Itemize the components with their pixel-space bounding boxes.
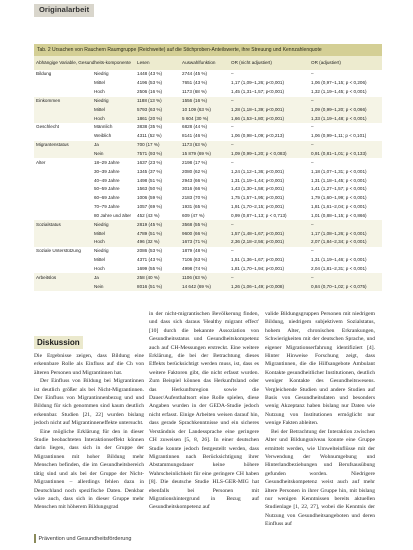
table-cell-adj: 1,81 (1,61–2,04; p < 0,001)	[311, 204, 367, 210]
table-cell-label: Geschlecht	[36, 124, 59, 130]
table-cell-aw: 2744 (45 %)	[182, 71, 208, 77]
table-cell-or: 1,31 (1,19–1,44; p<0,001)	[231, 177, 285, 183]
table-cell-cat: Hoch	[94, 89, 105, 95]
table-cell-or: 1,17 (1,09–1,26; p<0,001)	[231, 80, 285, 86]
table-cell-adj: 1,18 (1,07–1,31; p < 0,001)	[311, 168, 367, 174]
table-cell-n: 1188 (13 %)	[135, 97, 180, 106]
table-cell-aw: 10 109 (63 %)	[180, 105, 229, 114]
table-cell-or: –	[231, 71, 234, 77]
table-cell-adj: 0,84 (0,70–1,02; p < 0,075)	[309, 282, 382, 291]
table-cell-or: –	[229, 97, 309, 106]
table-cell-label	[34, 229, 92, 238]
table-cell-cat: Mittel	[94, 257, 105, 263]
table-row	[34, 176, 382, 185]
table-row	[34, 238, 382, 247]
table-cell-n: 1498 (51 %)	[137, 177, 163, 183]
table-cell-or: –	[231, 124, 234, 130]
table-cell-adj: 1,06 (0,97–1,15; p < 0,206)	[311, 80, 367, 86]
table-cell-or: –	[231, 248, 234, 254]
table-cell-aw: 1931 (65 %)	[182, 204, 208, 210]
table-cell-n: 1345 (37 %)	[137, 168, 163, 174]
table-cell-or: 1,66 (1,53–1,80; p<0,001)	[229, 114, 309, 123]
table-cell-cat: 30–39 Jahre	[94, 168, 120, 174]
table-cell-adj: 1,31 (1,18–1,45; p < 0,001)	[311, 177, 367, 183]
table-cell-aw: 15 879 (69 %)	[180, 150, 229, 159]
table-cell-aw: 2080 (62 %)	[182, 168, 208, 174]
table-cell-adj: –	[309, 273, 382, 282]
results-table	[34, 56, 382, 291]
body-paragraph: valide Bildungsgruppen Personen mit niedrigem Bildung, niedrigem subjektivem Sozialstatus, hohem Alter, chronischen Erkrankungen, Schwierigkeiten mit der deutschen Sprache, und eigener Migrationserfahrung identifiziert [4]. Hinter Hinweise Forschung zeigt, dass Migrantinnen, die die Hilfsangebote Ambulant Kontakte gesundheitlicher Institutionen, deutlich weniger Kontakte des Gesundheitswesens. Vergleichende Studien und andere Studien auf Basis von Gesundheitsdaten und besonders wenig Akzeptanz haben bislang nur Daten wie Nutzung von Institutionen ermöglicht nur wenige Fakten ableiten.	[265, 311, 375, 427]
discussion-heading: Diskussion	[34, 336, 83, 349]
table-cell-aw: 5 604 (30 %)	[180, 114, 229, 123]
table-cell-adj: 1,09 (0,99–1,20; p < 0,066)	[309, 105, 382, 114]
table-cell-adj: –	[309, 141, 382, 150]
footer-rule	[34, 534, 36, 543]
table-row	[34, 70, 382, 79]
table-cell-or: 1,24 (1,12–1,36; p<0,001)	[231, 168, 285, 174]
table-cell-aw: 9600 (66 %)	[180, 229, 229, 238]
table-cell-cat: Mittel	[92, 229, 135, 238]
table-cell-cat: Nein	[92, 282, 135, 291]
table-row	[34, 79, 382, 88]
table-cell-adj: –	[309, 220, 382, 229]
table-cell-or: –	[229, 141, 309, 150]
table-cell-label	[34, 203, 92, 212]
table-cell-label: Alter	[36, 159, 46, 165]
table-cell-label	[34, 185, 92, 194]
table-cell-label	[34, 282, 92, 291]
table-cell-or: –	[231, 159, 234, 165]
table-row	[34, 167, 382, 176]
table-cell-aw: 2198 (17 %)	[182, 159, 208, 165]
table-cell-n: 4371 (43 %)	[137, 257, 163, 263]
table-cell-n: 4789 (51 %)	[135, 229, 180, 238]
table-row	[34, 265, 382, 274]
body-paragraph: Bei der Betrachtung der Interaktion zwischen Alter und Bildungsniveau konnte eine Gruppe ermittelt werden, wie Umwelteinflüsse mit der Verwendung der Wohnumgebung und Hinterlandbeziehungen und Berufsausübung gefunden worden. Niedrigere Gesundheitskompetenz weist auch auf mehr ältere Personen in ihrer Gruppe hin, mit bislang nur wenigen Kenntnissen bereits aktuellen Studienlage [1, 22, 27], wobei die Kenntnis der Nutzung von Gesundheitsangeboten und deren Einfluss auf	[265, 428, 375, 528]
table-cell-cat: Hoch	[92, 114, 135, 123]
table-cell-label	[34, 132, 92, 141]
header-cell-variable: Abhängige Variable, Gesundheits-komponente	[34, 56, 135, 70]
table-cell-label	[34, 114, 92, 123]
table-cell-label	[34, 238, 92, 247]
table-cell-aw: 4998 (74 %)	[182, 265, 208, 271]
table-cell-cat: Ja	[92, 273, 135, 282]
text-column-1	[34, 352, 144, 512]
table-cell-aw: 1173 (68 %)	[182, 89, 207, 95]
table-cell-cat: 40–49 Jahre	[94, 177, 120, 183]
table-cell-label: Einkommen	[34, 97, 92, 106]
header-cell-or-unadjusted: OR (nicht adjustiert)	[229, 56, 309, 70]
table-cell-adj: 1,17 (1,08–1,26; p < 0,001)	[309, 229, 382, 238]
table-cell-n: 3838 (35 %)	[137, 124, 163, 130]
table-cell-n: 1563 (50 %)	[137, 186, 163, 192]
section-label: Originalarbeit	[34, 4, 94, 17]
table-cell-aw: 3016 (66 %)	[182, 186, 208, 192]
table-cell-label	[34, 212, 92, 221]
text-column-3	[265, 310, 375, 529]
table-row	[34, 114, 382, 123]
table-body	[34, 70, 382, 291]
table-cell-n: 2086 (53 %)	[137, 248, 163, 254]
page-footer	[34, 534, 131, 543]
table-cell-adj: 1,01 (0,88–1,15; p < 0,866)	[311, 212, 367, 218]
table-cell-n: 258 (40 %)	[135, 273, 180, 282]
table-cell-cat: Niedrig	[94, 71, 109, 77]
table-cell-label: Sozialstatus	[34, 220, 92, 229]
table-row	[34, 158, 382, 167]
table-row	[34, 194, 382, 203]
table-cell-label	[34, 150, 92, 159]
table-cell-cat: Niedrig	[92, 220, 135, 229]
body-paragraph: in der nicht-migrantischen Bevölkerung finden, und dass sich daraus 'Healthy migrant effect' [10] durch die bekannte Assoziation von Gesundheitsstatus und Gesundheitskompetenz auch auf CH-Messungen erstreckt. Eine weitere Erklärung, die bei der Betrachtung dieses Effekts berücksichtigt werden muss, ist, dass es weitere Faktoren gibt, die nicht erfasst wurden. Zum Beispiel können das Herkunftsland oder das Herkunftsregion sowie die Dauer/Aufenthaltsort eine Rolle spielen, diese Angaben wurden in der GEDA-Studie jedoch nicht erfasst. Einige Arbeiten weisen darauf hin, dass gerade Sprachkenntnisse und ein sicheres Verständnis der Landessprache eine geringere CH zuweisen [5, 8, 26]. In einer deutschen Studie konnte jedoch festgestellt werden, dass Migrantinnen nach Berücksichtigung ihrer Abstammungsdauer keine höhere Wahrscheinlichkeit für eine geringere CH haben [8]. Die deutsche Studie HLS-GER-MIG hat ebenfalls bei Personen mit Migrationshintergrund in Bezug auf Gesundheitskompetenz auf	[149, 311, 259, 511]
table-row	[34, 282, 382, 291]
table-cell-label: Migrantenstatus	[34, 141, 92, 150]
table-cell-adj: –	[309, 97, 382, 106]
table-row	[34, 247, 382, 256]
table-cell-aw: 1673 (71 %)	[180, 238, 229, 247]
table-cell-or: 1,09 (0,99–1,20; p < 0,083)	[229, 150, 309, 159]
text-column-2	[149, 310, 259, 512]
table-cell-adj: 1,41 (1,27–1,57; p < 0,001)	[311, 186, 367, 192]
table-cell-label	[34, 79, 92, 88]
table-row	[34, 185, 382, 194]
table-cell-or: 2,36 (2,18–2,56; p<0,001)	[229, 238, 309, 247]
table-cell-cat: Männlich	[94, 124, 113, 130]
table-caption: Tab. 2 Ursachen von Rauchern Raumgruppe (Reichweite) auf die Stichproben-Anteilswerte, ihre Streuung und Kennzahlenquote	[34, 44, 382, 56]
table-cell-adj: 2,07 (1,84–2,34; p < 0,001)	[309, 238, 382, 247]
table-cell-aw: 609 (47 %)	[182, 212, 205, 218]
table-cell-n: 4311 (52 %)	[137, 133, 162, 139]
table-cell-cat: Niedrig	[92, 97, 135, 106]
table-cell-n: 1057 (69 %)	[137, 204, 163, 210]
table-row	[34, 150, 382, 159]
table-cell-n: 496 (32 %)	[135, 238, 180, 247]
header-cell-lesen: Lesen	[135, 56, 180, 70]
table-cell-aw: 7651 (43 %)	[182, 80, 208, 86]
table-cell-cat: Ja	[92, 141, 135, 150]
body-paragraph: Der Einfluss von Bildung bei Migrantinnen ist deutlich größer als bei Nicht-Migrantinnen. Der Einfluss von Migrantinnenbezug und und Bildung für sich genommen sind kaum deutlich erkennbar. Studien [21, 22] wurden bislang jedoch nicht auf Migrantinneneffekte untersucht.	[34, 378, 144, 427]
table-cell-n: 5793 (63 %)	[135, 105, 180, 114]
table-cell-adj: –	[311, 124, 314, 130]
table-cell-or: 1,91 (1,70–2,15; p<0,001)	[231, 204, 285, 210]
table-row	[34, 88, 382, 97]
table-cell-adj: 1,32 (1,19–1,45; p < 0,001)	[311, 89, 367, 95]
table-cell-cat: Niedrig	[94, 248, 109, 254]
table-cell-n: 700 (17 %)	[135, 141, 180, 150]
journal-title: Prävention und Gesundheitsförderung	[38, 535, 132, 542]
table-cell-n: 8016 (51 %)	[135, 282, 180, 291]
table-cell-adj: 1,33 (1,19–1,48; p < 0,001)	[309, 114, 382, 123]
table-cell-cat: 60–69 Jahre	[94, 195, 120, 201]
table-cell-label	[34, 88, 92, 97]
table-cell-adj: –	[311, 248, 314, 254]
table-cell-label	[34, 194, 92, 203]
table-cell-n: 452 (43 %)	[137, 212, 160, 218]
table-cell-aw: 14 642 (69 %)	[180, 282, 229, 291]
table-cell-or: 1,06 (0,98–1,09; p<0,213)	[231, 133, 285, 139]
table-cell-or: 1,26 (1,06–1,49; p<0,008)	[229, 282, 309, 291]
table-cell-aw: 1173 (63 %)	[180, 141, 229, 150]
table-cell-cat: Hoch	[94, 265, 105, 271]
table-cell-label	[34, 176, 92, 185]
table-cell-adj: 2,04 (1,81–2,31; p < 0,001)	[311, 265, 367, 271]
table-cell-aw: 1879 (48 %)	[182, 248, 208, 254]
table-cell-cat: Weiblich	[94, 133, 112, 139]
table-cell-or: 1,75 (1,57–1,95; p<0,001)	[231, 195, 285, 201]
table-cell-cat: Mittel	[94, 80, 105, 86]
header-cell-auswahl: Auswahlfunktion	[180, 56, 229, 70]
table-row	[34, 220, 382, 229]
table-row	[34, 97, 382, 106]
table-cell-aw: 8141 (46 %)	[182, 133, 208, 139]
table-cell-or: –	[229, 273, 309, 282]
table-cell-n: 1637 (23 %)	[137, 159, 163, 165]
table-cell-n: 2506 (16 %)	[137, 89, 163, 95]
table-row	[34, 132, 382, 141]
table-row	[34, 105, 382, 114]
table-cell-cat: Mittel	[92, 105, 135, 114]
table-cell-adj: –	[311, 159, 314, 165]
table-cell-label: Soziale Unterstützung	[36, 248, 81, 254]
table-row	[34, 212, 382, 221]
table-cell-n: 4196 (53 %)	[137, 80, 163, 86]
table-cell-or: 1,51 (1,36–1,67; p<0,001)	[231, 257, 285, 263]
table-cell-cat: 80 Jahre und älter	[94, 212, 132, 218]
table-cell-aw: 7106 (63 %)	[182, 257, 208, 263]
table-row	[34, 256, 382, 265]
table-cell-adj: 1,79 (1,60–1,99; p < 0,001)	[311, 195, 367, 201]
table-cell-or: 1,28 (1,18–1,39; p<0,001)	[229, 105, 309, 114]
table-cell-or: 1,57 (1,48–1,67; p<0,001)	[229, 229, 309, 238]
table-cell-cat: 70–79 Jahre	[94, 204, 120, 210]
body-paragraph: Die Ergebnisse zeigen, dass Bildung eine erkennbare Rolle als Einfluss auf die Ch von älteren Personen und Migrantinnen hat.	[34, 353, 144, 376]
table-cell-adj: 1,06 (0,99–1,11; p < 0,101)	[311, 133, 367, 139]
table-cell-aw: 2943 (66 %)	[182, 177, 208, 183]
table-cell-aw: 1556 (16 %)	[180, 97, 229, 106]
table-cell-aw: 1106 (63 %)	[180, 273, 229, 282]
table-cell-n: 2819 (45 %)	[135, 220, 180, 229]
table-cell-n: 7571 (93 %)	[135, 150, 180, 159]
table-row	[34, 229, 382, 238]
table-cell-cat: 18–29 Jahre	[94, 159, 120, 165]
table-cell-cat: Hoch	[92, 238, 135, 247]
table-cell-adj: 1,31 (1,19–1,46; p < 0,001)	[311, 257, 367, 263]
table-cell-or: 1,45 (1,31–1,57; p<0,001)	[231, 89, 285, 95]
table-row	[34, 141, 382, 150]
table-cell-cat: 50–59 Jahre	[94, 186, 120, 192]
table-cell-aw: 6828 (44 %)	[182, 124, 208, 130]
table-cell-or: 0,99 (0,87–1,13; p < 0,713)	[231, 212, 287, 218]
table-cell-or: 1,81 (1,70–1,94; p<0,001)	[231, 265, 285, 271]
table-header-row	[34, 56, 382, 70]
page-header	[0, 0, 413, 20]
table-cell-n: 1861 (20 %)	[135, 114, 180, 123]
table-cell-aw: 3568 (55 %)	[180, 220, 229, 229]
table-cell-adj: 0,91 (0,81–1,01; p < 0,133)	[309, 150, 382, 159]
table-cell-cat: Nein	[92, 150, 135, 159]
table-row	[34, 273, 382, 282]
table-cell-label	[34, 256, 92, 265]
table-cell-adj: –	[311, 71, 314, 77]
table-row	[34, 203, 382, 212]
table-cell-n: 1448 (43 %)	[137, 71, 163, 77]
table-cell-label: Bildung	[36, 71, 52, 77]
table-row	[34, 123, 382, 132]
table-cell-label: Arbeitslos	[34, 273, 92, 282]
table-cell-label	[34, 265, 92, 274]
table-cell-n: 1006 (59 %)	[137, 195, 163, 201]
table-cell-or: –	[229, 220, 309, 229]
header-cell-or-adjusted: OR (adjustiert)	[309, 56, 382, 70]
table-cell-or: 1,43 (1,30–1,58; p<0,001)	[231, 186, 285, 192]
table-cell-aw: 2183 (70 %)	[182, 195, 208, 201]
table-cell-n: 1699 (55 %)	[137, 265, 163, 271]
body-paragraph: Eine mögliche Erklärung für den in dieser Studie beobachteten Interaktionseffekt können darin liegen, dass sich in der Gruppe der Migrantinnen mit hoher Bildung mehr Menschen befinden, die im Gesundheitsbereich tätig sind und als bei der Gruppe der Nicht-Migrantinnen – allerdings fehlen dazu in Deutschland noch spezifische Daten. Denkbar wäre auch, dass sich in dieser Gruppe mehr Menschen mit höherem Bildungsgrad	[34, 428, 144, 511]
results-table-container	[34, 44, 382, 291]
table-cell-label	[34, 105, 92, 114]
table-cell-label	[34, 167, 92, 176]
